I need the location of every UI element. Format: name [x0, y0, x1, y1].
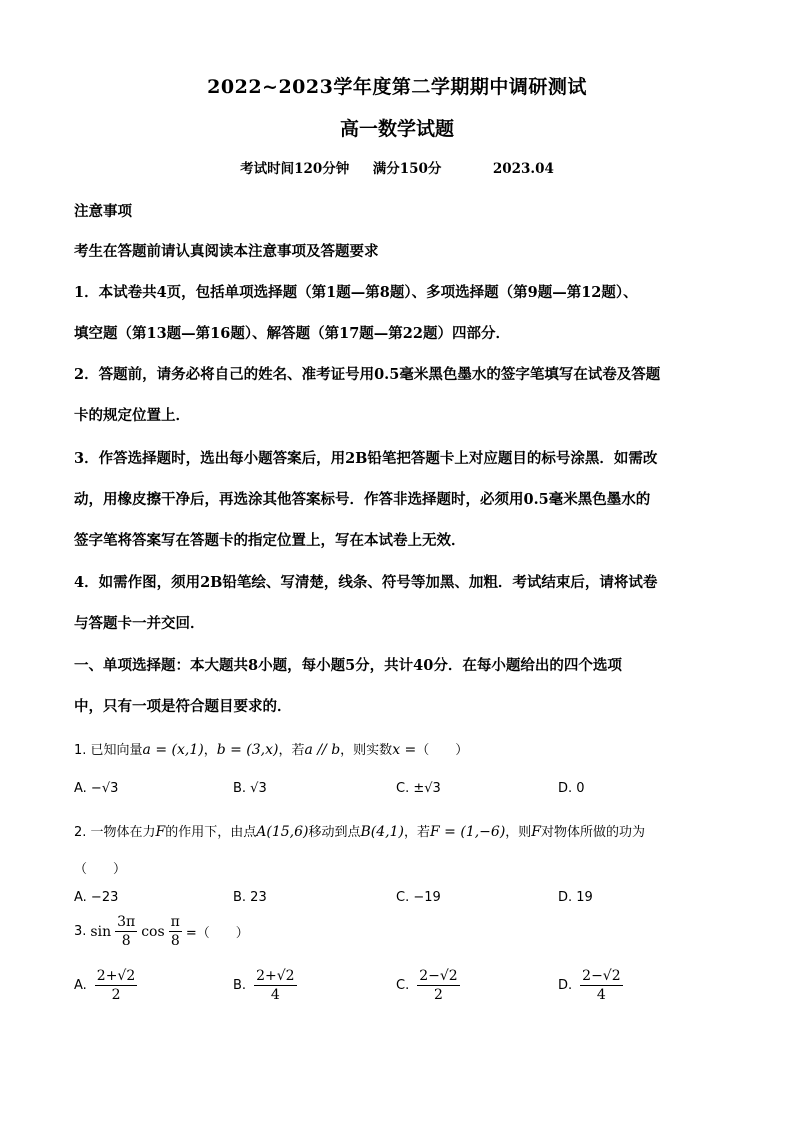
- notice-item-4-line2: 与答题卡一并交回．: [74, 615, 205, 632]
- notice-item-3-line2: 动，用橡皮擦干净后，再选涂其他答案标号．作答非选择题时，必须用0.5毫米黑色墨水的: [74, 491, 651, 508]
- exam-time: 考试时间120分钟: [240, 161, 350, 177]
- q1-option-c: C. ±√3: [396, 781, 441, 796]
- full-score: 满分150分: [372, 161, 442, 177]
- q3-option-a-fraction: [95, 967, 137, 1004]
- q1-variable: x =: [392, 742, 417, 758]
- q2-force-value: F = (1,−6): [430, 824, 506, 840]
- q2-option-d: D. 19: [558, 890, 593, 905]
- q1-vector-a: a = (x,1): [142, 742, 204, 758]
- q3-option-b-label: B.: [233, 978, 247, 993]
- q3-option-d-fraction: [580, 967, 622, 1004]
- q3-frac1-denominator: 8: [121, 933, 131, 949]
- q3-option-c: [396, 967, 460, 1004]
- q3-option-b-fraction: [254, 967, 296, 1004]
- question-2: [74, 821, 645, 840]
- q2-text-c: 移动到点: [308, 825, 361, 840]
- question-1: [74, 739, 468, 758]
- notice-item-3-line1: 3．作答选择题时，选出每小题答案后，用2B铅笔把答题卡上对应题目的标号涂黑．如需改: [74, 450, 658, 467]
- q3-prefix: 3.: [74, 924, 87, 939]
- notice-item-1-line2: 填空题（第13题—第16题）、解答题（第17题—第22题）四部分．: [74, 325, 510, 342]
- q1-condition: a // b: [304, 742, 341, 758]
- exam-subtitle: 高一数学试题: [339, 118, 454, 140]
- q3-frac1-numerator: 3π: [117, 914, 136, 930]
- q3-fraction-2: [169, 913, 182, 950]
- q1-sep: ，: [203, 743, 217, 758]
- q2-point-a: A(15,6): [256, 824, 309, 840]
- q1-option-a: A. −√3: [74, 781, 119, 796]
- q3-fraction-1: [115, 913, 137, 950]
- q2-text-e: ，则: [505, 825, 532, 840]
- q2-option-c: C. −19: [396, 890, 441, 905]
- q3-cos: cos: [141, 923, 165, 940]
- q2-paren: （ ）: [74, 862, 127, 877]
- q2-force-symbol: F: [155, 824, 166, 840]
- q2-force-symbol-2: F: [531, 824, 542, 840]
- q3-frac2-numerator: π: [170, 914, 180, 930]
- q3-option-d-numerator: 2−√2: [582, 968, 621, 984]
- q3-option-c-fraction: [417, 967, 459, 1004]
- notice-item-2-line1: 2．答题前，请务必将自己的姓名、准考证号用0.5毫米黑色墨水的签字笔填写在试卷及答题: [74, 366, 661, 383]
- q3-option-a-denominator: 2: [111, 987, 121, 1003]
- q2-text-f: 对物体所做的功为: [541, 825, 646, 840]
- q2-option-a: A. −23: [74, 890, 119, 905]
- q1-paren: （ ）: [416, 743, 469, 758]
- exam-date: 2023.04: [492, 161, 554, 177]
- q2-text-d: ，若: [404, 825, 431, 840]
- q3-option-b: [233, 967, 297, 1004]
- section1-line1: 一、单项选择题：本大题共8小题，每小题5分，共计40分．在每小题给出的四个选项: [74, 657, 622, 674]
- q3-option-b-numerator: 2+√2: [256, 968, 295, 984]
- q3-frac2-denominator: 8: [170, 933, 180, 949]
- notice-item-1-line1: 1．本试卷共4页，包括单项选择题（第1题—第8题）、多项选择题（第9题—第12题）、: [74, 284, 638, 301]
- q3-sin: sin: [90, 923, 112, 940]
- q1-ask: ，则实数: [340, 743, 393, 758]
- notice-heading: 注意事项: [74, 203, 132, 220]
- q2-text-a: 2. 一物体在力: [74, 825, 156, 840]
- question-3: [74, 913, 249, 950]
- notice-item-2-line2: 卡的规定位置上．: [74, 407, 190, 424]
- q1-option-b: B. √3: [233, 781, 267, 796]
- q3-option-c-label: C.: [396, 978, 410, 993]
- exam-title: 2022~2023学年度第二学期期中调研测试: [207, 76, 587, 98]
- q1-vector-b: b = (3,x): [216, 742, 279, 758]
- q3-option-a-label: A.: [74, 978, 87, 993]
- q2-text-b: 的作用下，由点: [165, 825, 257, 840]
- q1-option-d: D. 0: [558, 781, 585, 796]
- notice-item-4-line1: 4．如需作图，须用2B铅笔绘、写清楚，线条、符号等加黑、加粗．考试结束后，请将试卷: [74, 574, 658, 591]
- section1-line2: 中，只有一项是符合题目要求的．: [74, 698, 292, 715]
- q3-eq: =（ ）: [185, 926, 249, 941]
- q3-option-a: [74, 967, 137, 1004]
- q1-cond-prefix: ，若: [278, 743, 305, 758]
- q2-point-b: B(4,1): [360, 824, 404, 840]
- q2-option-b: B. 23: [233, 890, 267, 905]
- notice-intro: 考生在答题前请认真阅读本注意事项及答题要求: [74, 243, 379, 260]
- exam-meta: [0, 157, 794, 177]
- q3-option-d-label: D.: [558, 978, 573, 993]
- q3-option-d-denominator: 4: [596, 987, 606, 1003]
- q3-option-a-numerator: 2+√2: [96, 968, 136, 984]
- notice-item-3-line3: 签字笔将答案写在答题卡的指定位置上，写在本试卷上无效．: [74, 532, 466, 549]
- q3-option-d: [558, 967, 623, 1004]
- q3-option-c-denominator: 2: [433, 987, 443, 1003]
- q3-option-b-denominator: 4: [270, 987, 280, 1003]
- q1-prefix: 1. 已知向量: [74, 743, 143, 758]
- q3-option-c-numerator: 2−√2: [419, 968, 458, 984]
